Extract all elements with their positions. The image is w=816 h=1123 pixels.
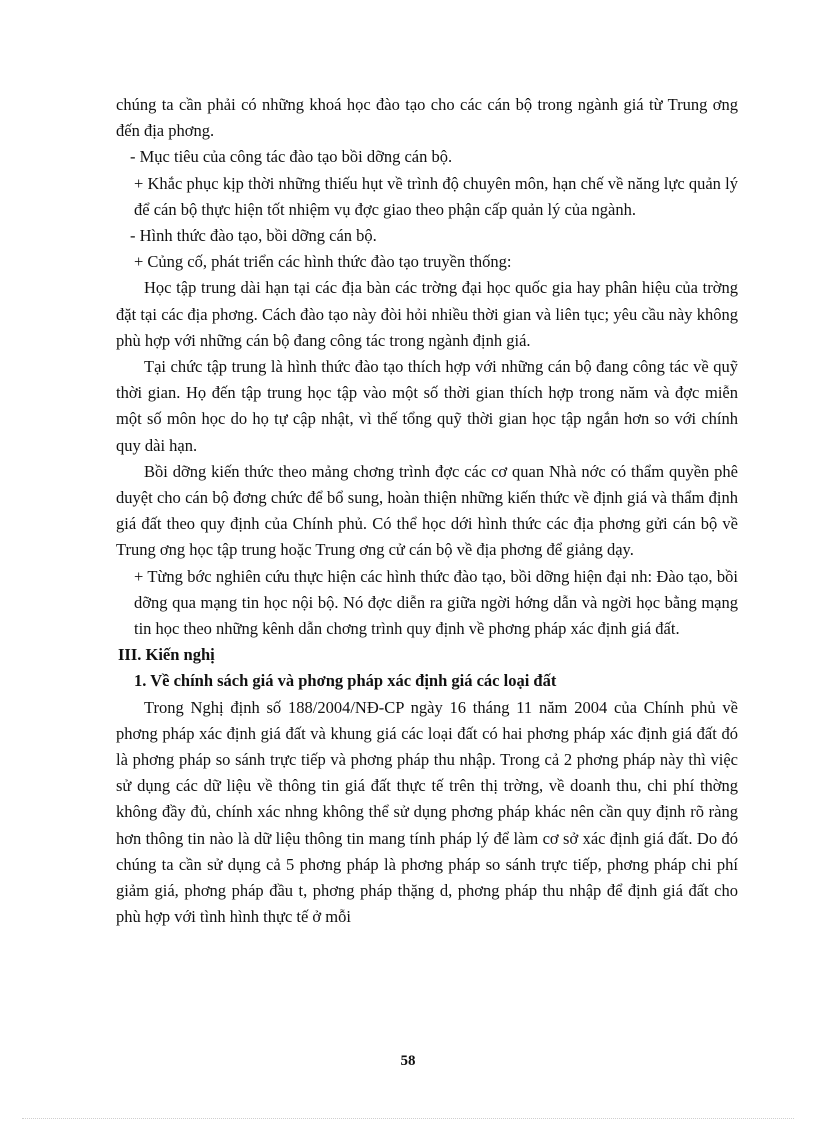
paragraph-long-term-study: Học tập trung dài hạn tại các địa bàn các trờng đại học quốc gia hay phân hiệu của trờng đặt tại các địa phơng. Cách đào tạo này đòi hỏi nhiều thời gian và liên tục; yêu cầu này không phù hợp với những cán bộ đang công tác trong ngành định giá. xyxy=(116,278,738,350)
page-number: 58 xyxy=(400,1053,416,1069)
paragraph-traditional-forms: + Củng cố, phát triển các hình thức đào tạo truyền thống: xyxy=(134,252,512,272)
paragraph-in-service-study: Tại chức tập trung là hình thức đào tạo thích hợp với những cán bộ đang công tác về quỹ thời gian. Họ đến tập trung học tập vào một số thời gian thích hợp trong năm và đợc miễn một số môn học do họ tự cập nhật, vì thế tổng quỹ thời gian học tập ngắn hơn so với chính quy dài hạn. xyxy=(116,357,738,455)
paragraph-training-forms: - Hình thức đào tạo, bồi dỡng cán bộ. xyxy=(130,226,377,246)
paragraph-training-objective: - Mục tiêu của công tác đào tạo bồi dỡng cán bộ. xyxy=(130,147,453,167)
paragraph-training-courses: chúng ta cần phải có những khoá học đào tạo cho các cán bộ trong ngành giá từ Trung ơng đến địa phơng. xyxy=(116,95,738,141)
paragraph-knowledge-refresh: Bồi dỡng kiến thức theo mảng chơng trình đợc các cơ quan Nhà nớc có thẩm quyền phê duyệt cho cán bộ đơng chức để bổ sung, hoàn thiện những kiến thức về định giá và thẩm định giá đất theo quy định của Chính phủ. Có thể học dới hình thức các địa phơng gửi cán bộ về Trung ơng học tập trung hoặc Trung ơng cử cán bộ về địa phơng để giảng dạy. xyxy=(116,461,738,560)
document-body xyxy=(116,92,738,931)
paragraph-decree-188: Trong Nghị định số 188/2004/NĐ-CP ngày 16 tháng 11 năm 2004 của Chính phủ về phơng pháp xác định giá đất và khung giá các loại đất có hai phơng pháp xác định giá đất đó là phơng pháp so sánh trực tiếp và phơng pháp thu nhập. Trong cả 2 phơng pháp này thì việc sử dụng các dữ liệu về thông tin giá đất thực tế trên thị trờng, về doanh thu, chi phí thờng không đầy đủ, chính xác nhng không thể sử dụng phơng pháp khác nên cần quy định rõ ràng hơn thông tin nào là dữ liệu thông tin mang tính pháp lý để làm cơ sở xác định giá đất. Do đó chúng ta cần sử dụng cả 5 phơng pháp là phơng pháp so sánh trực tiếp, phơng pháp chi phí giảm giá, phơng pháp đầu t, phơng pháp thặng d, phơng pháp thu nhập để định giá đất cho phù hợp với tình hình thực tế ở mỗi xyxy=(116,697,738,927)
paragraph-overcome-shortages: + Khắc phục kịp thời những thiếu hụt về trình độ chuyên môn, hạn chế về năng lực quản lý để cán bộ thực hiện tốt nhiệm vụ đợc giao theo phận cấp quản lý của ngành. xyxy=(134,173,738,219)
section-heading-recommendations: III. Kiến nghị xyxy=(118,645,215,665)
paragraph-modern-training: + Từng bớc nghiên cứu thực hiện các hình thức đào tạo, bồi dỡng hiện đại nh: Đào tạo, bồi dỡng qua mạng tin học nội bộ. Nó đợc diễn ra giữa ngời hớng dẫn và ngời học bằng mạng tin học theo những kênh dẫn chơng trình quy định về phơng pháp xác định giá đất. xyxy=(134,566,738,639)
page-bottom-divider xyxy=(22,1118,794,1119)
subsection-heading-pricing-policy: 1. Về chính sách giá và phơng pháp xác định giá các loại đất xyxy=(134,671,557,691)
